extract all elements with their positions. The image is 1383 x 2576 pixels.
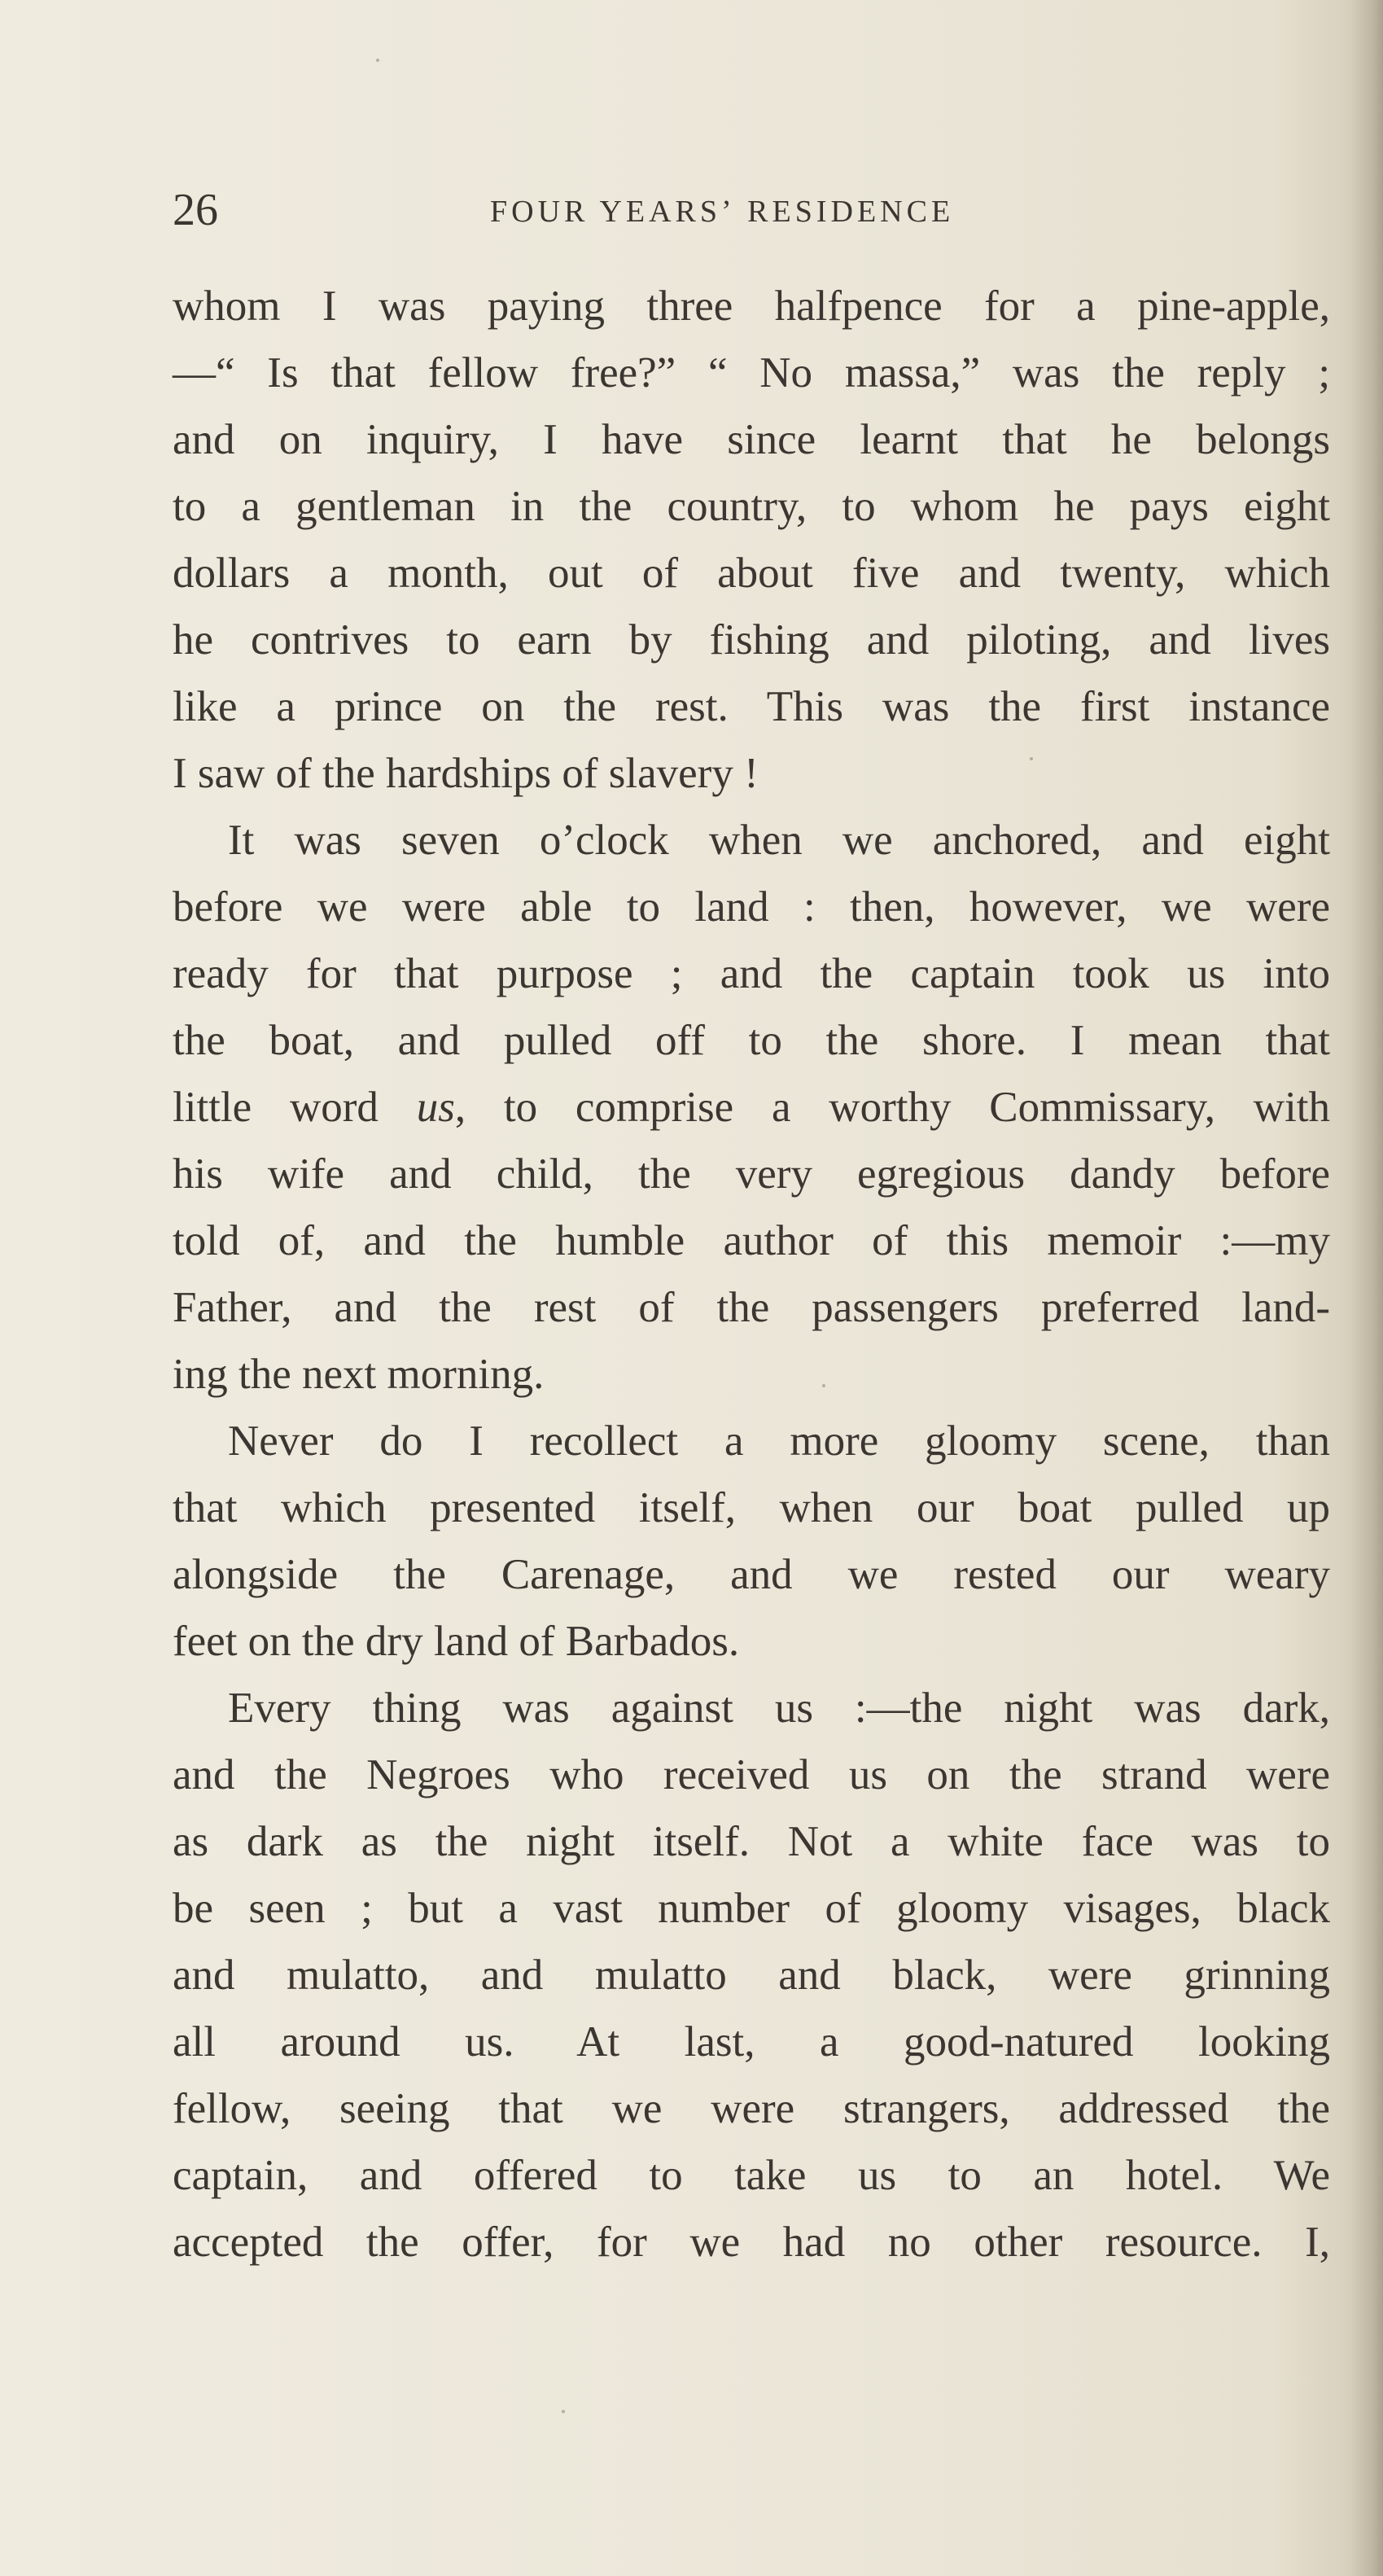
text-fragment: , to comprise a worthy Commissary, with bbox=[454, 1084, 1331, 1131]
paper-speck bbox=[822, 1384, 825, 1387]
text-line: and on inquiry, I have since learnt that he belongs bbox=[173, 416, 1331, 463]
text-line: I saw of the hardships of slavery ! bbox=[173, 750, 759, 797]
text-line: Never do I recollect a more gloomy scene, than bbox=[228, 1417, 1330, 1465]
text-line: alongside the Carenage, and we rested our weary bbox=[173, 1551, 1331, 1598]
page-gutter-shadow bbox=[1350, 0, 1383, 2576]
text-line: feet on the dry land of Barbados. bbox=[173, 1618, 740, 1665]
text-line: before we were able to land : then, however, we were bbox=[173, 883, 1330, 931]
text-line: ing the next morning. bbox=[173, 1351, 545, 1398]
text-line: whom I was paying three halfpence for a pine-apple, bbox=[173, 283, 1330, 330]
text-line: to a gentleman in the country, to whom he pays eight bbox=[173, 483, 1330, 530]
text-line: he contrives to earn by fishing and piloting, and lives bbox=[173, 616, 1330, 664]
text-line: ready for that purpose ; and the captain took us into bbox=[173, 950, 1330, 997]
text-line: be seen ; but a vast number of gloomy visages, black bbox=[173, 1885, 1330, 1932]
text-line: accepted the offer, for we had no other resource. I, bbox=[173, 2219, 1331, 2266]
text-line: and mulatto, and mulatto and black, were grinning bbox=[173, 1952, 1330, 1999]
text-line: fellow, seeing that we were strangers, addressed the bbox=[173, 2085, 1330, 2132]
paper-speck bbox=[562, 2410, 565, 2413]
text-line: and the Negroes who received us on the strand were bbox=[173, 1751, 1330, 1798]
page-number: 26 bbox=[173, 185, 218, 235]
text-line: his wife and child, the very egregious dandy before bbox=[173, 1150, 1331, 1198]
page-header bbox=[173, 186, 1328, 243]
italic-word: us bbox=[416, 1084, 455, 1131]
text-line: —“ Is that fellow free?” “ No massa,” was the reply ; bbox=[173, 349, 1331, 396]
text-line: Father, and the rest of the passengers preferred land- bbox=[173, 1284, 1330, 1331]
text-line: the boat, and pulled off to the shore. I mean that bbox=[173, 1017, 1331, 1064]
text-line-with-italic bbox=[173, 1074, 1330, 1141]
text-line: dollars a month, out of about five and twenty, which bbox=[173, 550, 1330, 597]
text-line: told of, and the humble author of this memoir :—my bbox=[173, 1217, 1330, 1264]
paper-speck bbox=[376, 59, 379, 62]
body-text bbox=[173, 273, 1330, 2276]
text-line: all around us. At last, a good-natured looking bbox=[173, 2018, 1330, 2066]
text-line: like a prince on the rest. This was the first instance bbox=[173, 683, 1331, 730]
text-line: as dark as the night itself. Not a white face was to bbox=[173, 1818, 1330, 1865]
text-fragment: little word bbox=[173, 1084, 417, 1131]
text-line: that which presented itself, when our boat pulled up bbox=[173, 1484, 1331, 1531]
text-line: It was seven o’clock when we anchored, and eight bbox=[228, 817, 1331, 864]
text-line: captain, and offered to take us to an hotel. We bbox=[173, 2152, 1330, 2199]
running-head: FOUR YEARSʼ RESIDENCE bbox=[490, 195, 955, 229]
text-line: Every thing was against us :—the night was dark, bbox=[228, 1684, 1330, 1732]
paper-speck bbox=[1030, 757, 1033, 760]
